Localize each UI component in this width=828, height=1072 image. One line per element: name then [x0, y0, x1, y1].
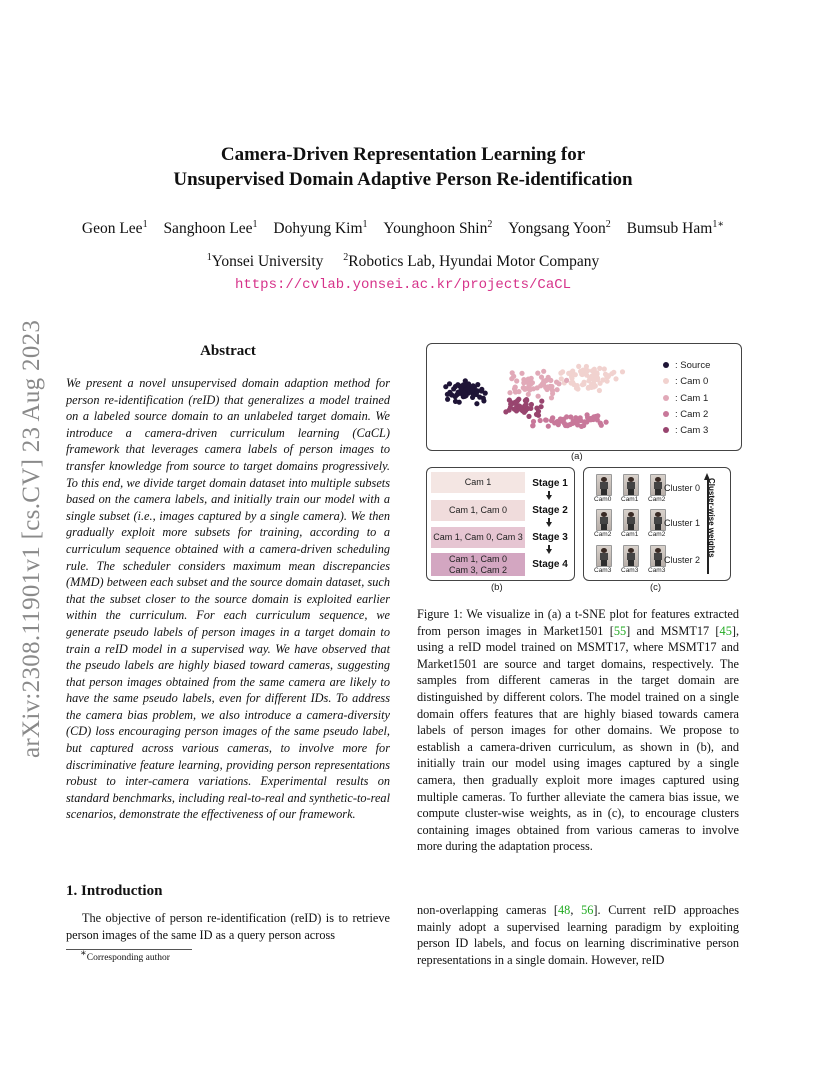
figure-label-a: (a) [571, 451, 583, 462]
tsne-point [510, 370, 515, 375]
author-list [60, 220, 746, 238]
tsne-point [530, 380, 535, 385]
tsne-point [523, 402, 528, 407]
camera-caption: Cam3 [621, 567, 639, 574]
figure-label-c: (c) [650, 582, 662, 593]
tsne-point [611, 370, 616, 375]
legend-dot-icon [663, 427, 669, 433]
tsne-point [568, 422, 573, 427]
tsne-point [535, 385, 540, 390]
legend-dot-icon [663, 395, 669, 401]
tsne-point [549, 395, 554, 400]
tsne-scatter-plot [429, 344, 659, 448]
cluster-label-1: Cluster 1 [664, 518, 701, 528]
tsne-point [513, 389, 518, 394]
legend-dot-icon [663, 362, 669, 368]
person-torso [627, 553, 635, 560]
tsne-point [552, 420, 557, 425]
cluster-weights-label: Cluster-wise weights [707, 478, 716, 558]
person-legs [628, 489, 634, 495]
camera-caption: Cam2 [648, 531, 666, 538]
tsne-point [560, 369, 565, 374]
person-legs [655, 524, 661, 530]
person-torso [654, 553, 662, 560]
figure-caption: Figure 1: We visualize in (a) a t-SNE plot for features extracted from person images in Market1501 [55] and MSMT17 [45], using a reID model trained on MSMT17, where MSMT17 and Market1501 are source and target domains, respectively. The samples from different cameras in the target domain are distinguished by different colors. The model trained on a single domain offers features that are highly biased towards camera labels of person images for other domains. We propose to establish a camera-driven curriculum, as shown in (b), and initially train our model using images captured by a single camera, then gradually exploit more images captured using multiple cameras. To further alleviate the camera bias issue, we compute cluster-wise weights, as in (c), to encourage clusters containing images obtained from various cameras to involve more during the adaptation process. [417, 607, 740, 854]
tsne-point [575, 383, 580, 388]
title-line-2: Unsupervised Domain Adaptive Person Re-identification [173, 169, 633, 190]
tsne-point [527, 387, 532, 392]
body-paragraph: non-overlapping cameras [48, 56]. Current reID approaches mainly adopt a supervised learning paradigm by exploiting person ID labels, and focus on learning discriminative person representations in a single domain. However, reID [417, 903, 739, 967]
stage-subset-4 [431, 553, 525, 576]
camera-caption: Cam1 [621, 496, 639, 503]
tsne-point [595, 413, 600, 418]
tsne-point [620, 369, 625, 374]
person-legs [655, 560, 661, 566]
tsne-point [606, 374, 611, 379]
person-thumbnail [596, 474, 612, 496]
tsne-point [539, 404, 544, 409]
stage-label-4: Stage 4 [532, 559, 568, 570]
affiliation: $^1$Yonsei University [206, 251, 324, 270]
tsne-point [550, 416, 555, 421]
tsne-point [579, 372, 584, 377]
abstract-heading: Abstract [200, 343, 256, 359]
arxiv-identifier: arXiv:2308.11901v1 [cs.CV] 23 Aug 2023 [18, 319, 45, 758]
tsne-point [597, 366, 602, 371]
tsne-point [578, 418, 583, 423]
tsne-point [524, 397, 529, 402]
tsne-point [481, 396, 486, 401]
affiliations [60, 253, 746, 271]
stage-subset-2: Cam 1, Cam 0 [431, 500, 525, 521]
author: Yongsang Yoon$^2$ [508, 218, 611, 237]
tsne-point [470, 387, 475, 392]
tsne-point [536, 394, 541, 399]
tsne-point [508, 402, 513, 407]
legend-item-cam1: : Cam 1 [663, 393, 708, 404]
stage-subset-4-line: Cam 1, Cam 0 [448, 553, 508, 564]
tsne-point [605, 379, 610, 384]
tsne-point [598, 381, 603, 386]
footnote: ∗Corresponding author [80, 947, 170, 963]
tsne-point [543, 417, 548, 422]
author: Younghoon Shin$^2$ [383, 218, 493, 237]
legend-dot-icon [663, 378, 669, 384]
arrow-down-icon [546, 549, 552, 554]
tsne-point [461, 390, 466, 395]
author: Sanghoon Lee$^1$ [163, 218, 258, 237]
person-legs [601, 489, 607, 495]
author: Geon Lee$^1$ [81, 218, 148, 237]
camera-caption: Cam2 [594, 531, 612, 538]
tsne-point [582, 380, 587, 385]
tsne-point [585, 368, 590, 373]
tsne-point [445, 397, 450, 402]
legend-item-cam2: : Cam 2 [663, 409, 708, 420]
camera-caption: Cam0 [594, 496, 612, 503]
person-torso [600, 482, 608, 489]
stage-label-1: Stage 1 [532, 478, 568, 489]
stage-subset-3: Cam 1, Cam 0, Cam 3 [431, 527, 525, 548]
citation-link[interactable]: 56 [581, 903, 594, 917]
tsne-point [576, 364, 581, 369]
person-legs [655, 489, 661, 495]
legend-item-cam3: : Cam 3 [663, 425, 708, 436]
tsne-point [589, 416, 594, 421]
author: Bumsub Ham$^{1∗}$ [626, 218, 725, 237]
arrow-down-icon [546, 495, 552, 500]
person-torso [600, 553, 608, 560]
tsne-point [548, 384, 553, 389]
tsne-point [570, 380, 575, 385]
tsne-point [521, 385, 526, 390]
tsne-point [566, 371, 571, 376]
stage-label-3: Stage 3 [532, 532, 568, 543]
abstract-text: We present a novel unsupervised domain adaption method for person re-identification (reID) that generalizes a model trained on a labeled source domain to an unlabeled target domain. We introduce a camera-driven curriculum learning (CaCL) framework that leverages camera labels of person images to transfer knowledge from source to target domains progressively. To this end, we divide target domain dataset into multiple subsets based on the camera labels, and initially train our model with a single subset (i.e., images captured by a single camera). We then gradually exploit more subsets for training, according to a curriculum sequence obtained with a camera-driven scheduling rule. The scheduler considers maximum mean discrepancies (MMD) between each subset and the source domain dataset, such that the subset closer to the source domain is exploited earlier within the curriculum. For each curriculum sequence, we generate pseudo labels of person images in a target domain to train a reID model in a supervised way. We have observed that the pseudo labels are highly biased toward cameras, suggesting that person images obtained from the same camera are likely to have the same pseudo labels, even for different IDs. To address the camera bias problem, we also introduce a camera-diversity (CD) loss encouraging person images of the same pseudo label, but captured across various cameras, to involve more for discriminative feature learning, providing person representations robust to inter-camera variations. Experimental results on standard benchmarks, including real-to-real and synthetic-to-real scenarios, demonstrate the effectiveness of our framework. [66, 376, 390, 822]
tsne-point [555, 387, 560, 392]
tsne-point [546, 375, 551, 380]
tsne-point [595, 376, 600, 381]
person-torso [600, 517, 608, 524]
stage-subset-1: Cam 1 [431, 472, 525, 493]
tsne-point [604, 420, 609, 425]
author: Dohyung Kim$^1$ [273, 218, 368, 237]
camera-caption: Cam3 [648, 567, 666, 574]
stage-label-2: Stage 2 [532, 505, 568, 516]
person-legs [628, 560, 634, 566]
paper-title [80, 142, 726, 192]
tsne-point [447, 390, 452, 395]
tsne-point [519, 371, 524, 376]
person-torso [654, 482, 662, 489]
project-url-link[interactable]: https://cvlab.yonsei.ac.kr/projects/CaCL [234, 277, 572, 293]
person-torso [627, 517, 635, 524]
title-line-1: Camera-Driven Representation Learning for [220, 144, 586, 165]
tsne-point [514, 378, 519, 383]
tsne-point [554, 380, 559, 385]
tsne-point [529, 376, 534, 381]
intro-heading: 1. Introduction [66, 883, 163, 899]
person-thumbnail [623, 545, 639, 567]
tsne-point [453, 394, 458, 399]
tsne-point [599, 423, 604, 428]
tsne-point [522, 410, 527, 415]
tsne-point [536, 409, 541, 414]
arrow-down-icon [546, 522, 552, 527]
tsne-point [531, 419, 536, 424]
person-thumbnail [623, 509, 639, 531]
tsne-point [613, 376, 618, 381]
tsne-point [455, 382, 460, 387]
tsne-point [541, 369, 546, 374]
tsne-point [465, 386, 470, 391]
person-thumbnail [596, 545, 612, 567]
citation-link[interactable]: 55 [613, 623, 627, 638]
tsne-point [535, 371, 540, 376]
tsne-point [479, 387, 484, 392]
person-torso [627, 482, 635, 489]
person-legs [601, 524, 607, 530]
tsne-point [516, 403, 521, 408]
affiliation: $^2$Robotics Lab, Hyundai Motor Company [343, 251, 600, 270]
person-thumbnail [623, 474, 639, 496]
tsne-point [541, 381, 546, 386]
tsne-point [474, 401, 479, 406]
legend-dot-icon [663, 411, 669, 417]
tsne-point [539, 399, 544, 404]
tsne-point [559, 376, 564, 381]
tsne-point [509, 376, 514, 381]
tsne-point [526, 414, 531, 419]
camera-caption: Cam1 [621, 531, 639, 538]
tsne-point [521, 377, 526, 382]
legend-item-source: : Source [663, 360, 710, 371]
tsne-point [447, 381, 452, 386]
tsne-point [563, 423, 568, 428]
person-legs [628, 524, 634, 530]
cluster-label-2: Cluster 2 [664, 555, 701, 565]
tsne-point [529, 402, 534, 407]
tsne-point [530, 423, 535, 428]
tsne-point [602, 366, 607, 371]
camera-caption: Cam3 [594, 567, 612, 574]
tsne-point [597, 388, 602, 393]
tsne-point [507, 390, 512, 395]
tsne-point [461, 382, 466, 387]
legend-item-cam0: : Cam 0 [663, 376, 708, 387]
figure-label-b: (b) [491, 582, 503, 593]
tsne-point [564, 378, 569, 383]
person-thumbnail [596, 509, 612, 531]
stage-subset-4-line: Cam 3, Cam 2 [448, 564, 508, 575]
tsne-point [564, 414, 569, 419]
citation-link[interactable]: 45 [719, 623, 732, 638]
camera-caption: Cam2 [648, 496, 666, 503]
person-legs [601, 560, 607, 566]
tsne-point [457, 400, 462, 405]
cluster-label-0: Cluster 0 [664, 483, 701, 493]
tsne-point [538, 418, 543, 423]
tsne-point [589, 382, 594, 387]
tsne-point [581, 423, 586, 428]
tsne-point [546, 424, 551, 429]
person-torso [654, 517, 662, 524]
tsne-point [474, 392, 479, 397]
intro-paragraph: The objective of person re-identification (reID) is to retrieve person images of the same ID as a query person across [66, 911, 390, 942]
citation-link[interactable]: 48 [558, 903, 571, 917]
